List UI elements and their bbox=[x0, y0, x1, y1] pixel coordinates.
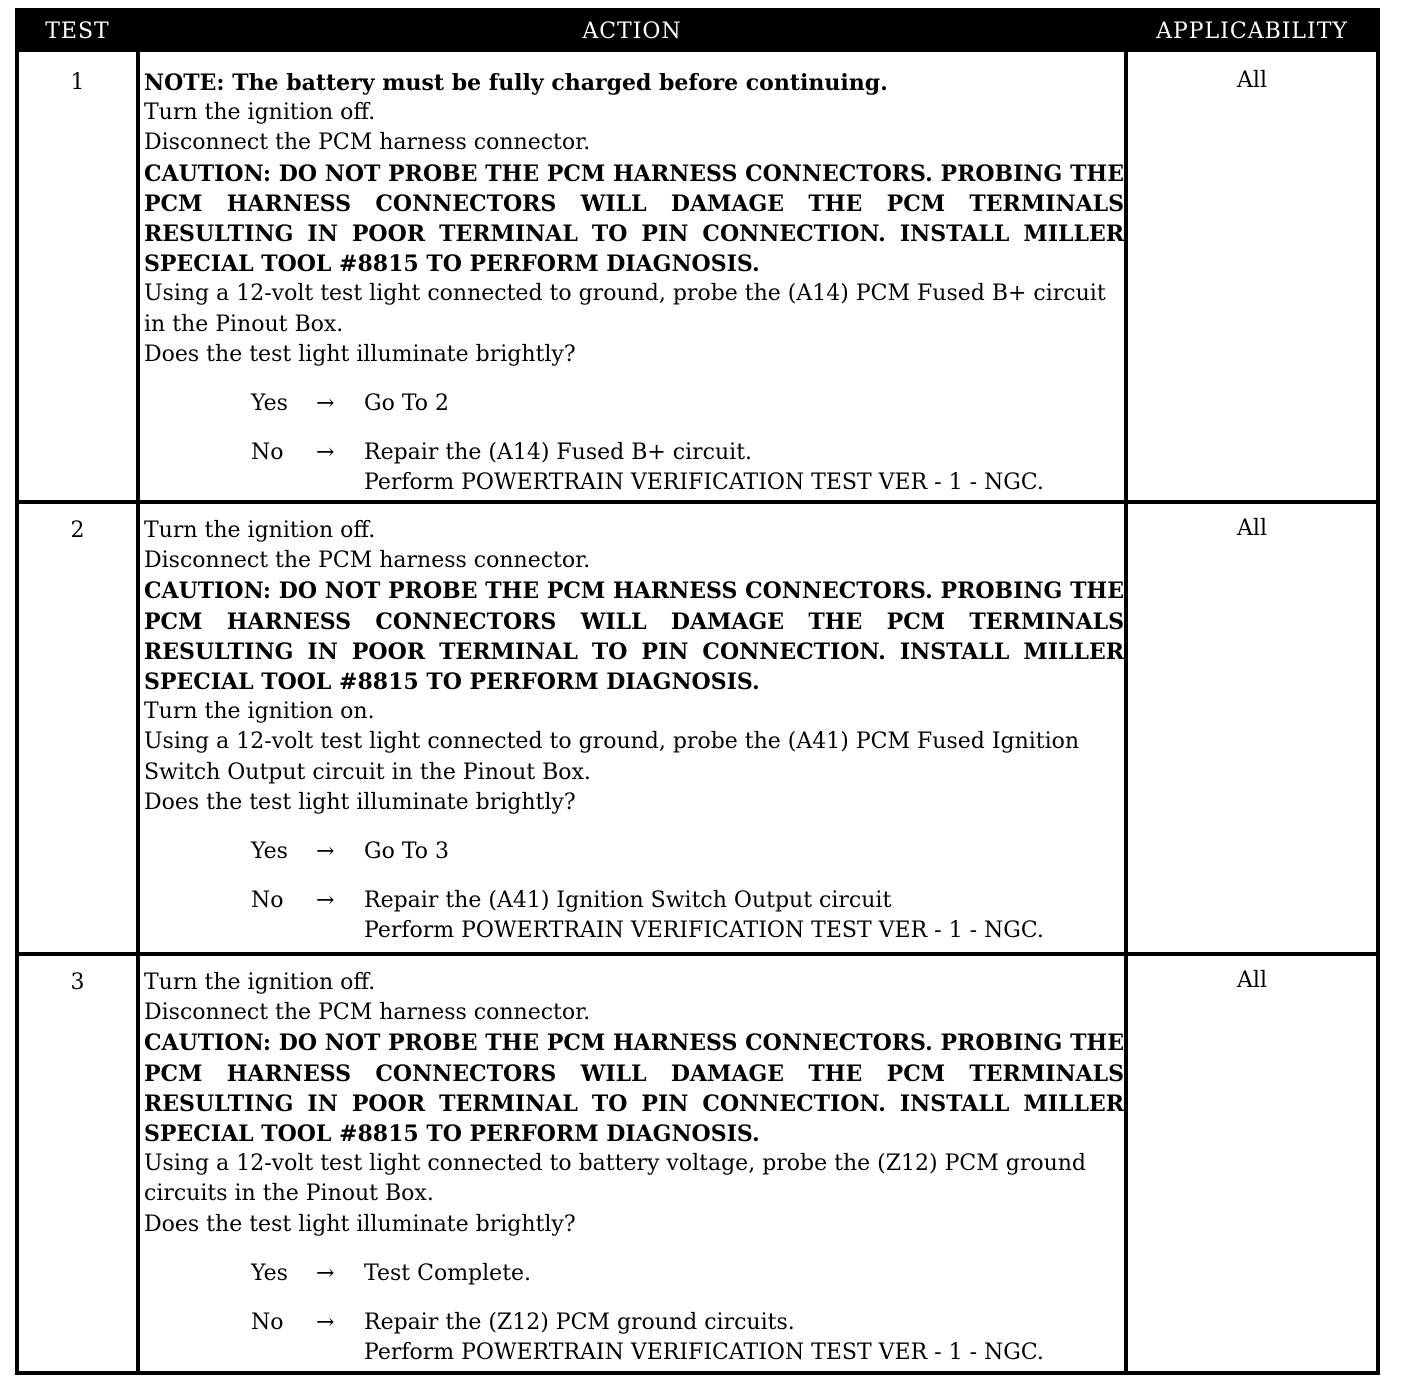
yes-label: Yes bbox=[251, 839, 288, 865]
header-applicability: APPLICABILITY bbox=[1156, 19, 1348, 44]
applicability-cell: All bbox=[1237, 68, 1267, 93]
no-option bbox=[144, 438, 1124, 498]
action-cell bbox=[144, 68, 1124, 498]
applicability-cell: All bbox=[1237, 516, 1267, 541]
step-text: Using a 12-volt test light connected to ground, probe the (A41) PCM Fused Ignition Switch Output circuit in the Pinout Box. bbox=[144, 729, 1080, 785]
arrow-icon: → bbox=[316, 1260, 335, 1286]
step-text: Disconnect the PCM harness connector. bbox=[144, 1000, 591, 1026]
step-text: Disconnect the PCM harness connector. bbox=[144, 548, 591, 574]
step-text: Using a 12-volt test light connected to ground, probe the (A14) PCM Fused B+ circuit in the Pinout Box. bbox=[144, 281, 1106, 337]
question-text: Does the test light illuminate brightly? bbox=[144, 1211, 576, 1237]
question-text: Does the test light illuminate brightly? bbox=[144, 789, 576, 815]
test-number: 2 bbox=[70, 518, 85, 543]
no-label: No bbox=[251, 1309, 284, 1335]
header-action: ACTION bbox=[582, 19, 682, 44]
caution-text: CAUTION: DO NOT PROBE THE PCM HARNESS CONNECTORS. PROBING THE PCM HARNESS CONNECTORS WILL DAMAGE THE PCM TERMINALS RESULTING IN POOR TERMINAL TO PIN CONNECTION. INSTALL MILLER SPECIAL TOOL #8815 TO PERFORM DIAGNOSIS. bbox=[144, 1030, 1124, 1148]
caution-text: CAUTION: DO NOT PROBE THE PCM HARNESS CONNECTORS. PROBING THE PCM HARNESS CONNECTORS WILL DAMAGE THE PCM TERMINALS RESULTING IN POOR TERMINAL TO PIN CONNECTION. INSTALL MILLER SPECIAL TOOL #8815 TO PERFORM DIAGNOSIS. bbox=[144, 160, 1124, 278]
table-row bbox=[19, 504, 1376, 952]
arrow-icon: → bbox=[316, 839, 335, 865]
yes-option bbox=[144, 389, 1124, 419]
no-label: No bbox=[251, 888, 284, 914]
test-number: 1 bbox=[70, 70, 85, 95]
no-label: No bbox=[251, 440, 284, 466]
table-row bbox=[19, 956, 1376, 1371]
step-text: Using a 12-volt test light connected to battery voltage, probe the (Z12) PCM ground circuits in the Pinout Box. bbox=[144, 1151, 1087, 1207]
yes-option bbox=[144, 1259, 1124, 1289]
action-cell bbox=[144, 516, 1124, 946]
step-text: Disconnect the PCM harness connector. bbox=[144, 130, 591, 156]
table-header bbox=[19, 12, 1376, 52]
no-option bbox=[144, 886, 1124, 946]
step-text: Turn the ignition on. bbox=[144, 699, 375, 725]
arrow-icon: → bbox=[316, 440, 335, 466]
no-option bbox=[144, 1308, 1124, 1368]
yes-label: Yes bbox=[251, 1260, 288, 1286]
no-result: Repair the (A41) Ignition Switch Output circuit Perform POWERTRAIN VERIFICATION TEST VER - 1 - NGC. bbox=[364, 888, 1044, 944]
test-number: 3 bbox=[70, 970, 85, 995]
step-text: Turn the ignition off. bbox=[144, 970, 376, 995]
arrow-icon: → bbox=[316, 391, 335, 417]
yes-result: Go To 3 bbox=[364, 839, 450, 865]
header-test: TEST bbox=[45, 19, 110, 44]
diagnostic-table bbox=[15, 8, 1380, 1375]
arrow-icon: → bbox=[316, 1309, 335, 1335]
no-result: Repair the (A14) Fused B+ circuit. Perform POWERTRAIN VERIFICATION TEST VER - 1 - NGC. bbox=[364, 440, 1044, 496]
step-text: Turn the ignition off. bbox=[144, 100, 376, 126]
applicability-cell: All bbox=[1237, 968, 1267, 993]
yes-label: Yes bbox=[251, 391, 288, 417]
action-cell bbox=[144, 968, 1124, 1368]
step-text: Turn the ignition off. bbox=[144, 518, 376, 543]
yes-option bbox=[144, 837, 1124, 867]
table-row bbox=[19, 56, 1376, 500]
yes-result: Go To 2 bbox=[364, 391, 450, 417]
yes-result: Test Complete. bbox=[364, 1260, 532, 1286]
question-text: Does the test light illuminate brightly? bbox=[144, 341, 576, 367]
arrow-icon: → bbox=[316, 888, 335, 914]
caution-text: CAUTION: DO NOT PROBE THE PCM HARNESS CONNECTORS. PROBING THE PCM HARNESS CONNECTORS WILL DAMAGE THE PCM TERMINALS RESULTING IN POOR TERMINAL TO PIN CONNECTION. INSTALL MILLER SPECIAL TOOL #8815 TO PERFORM DIAGNOSIS. bbox=[144, 578, 1124, 696]
no-result: Repair the (Z12) PCM ground circuits. Perform POWERTRAIN VERIFICATION TEST VER - 1 - NGC. bbox=[364, 1309, 1044, 1366]
note-text: NOTE: The battery must be fully charged before continuing. bbox=[144, 70, 888, 96]
